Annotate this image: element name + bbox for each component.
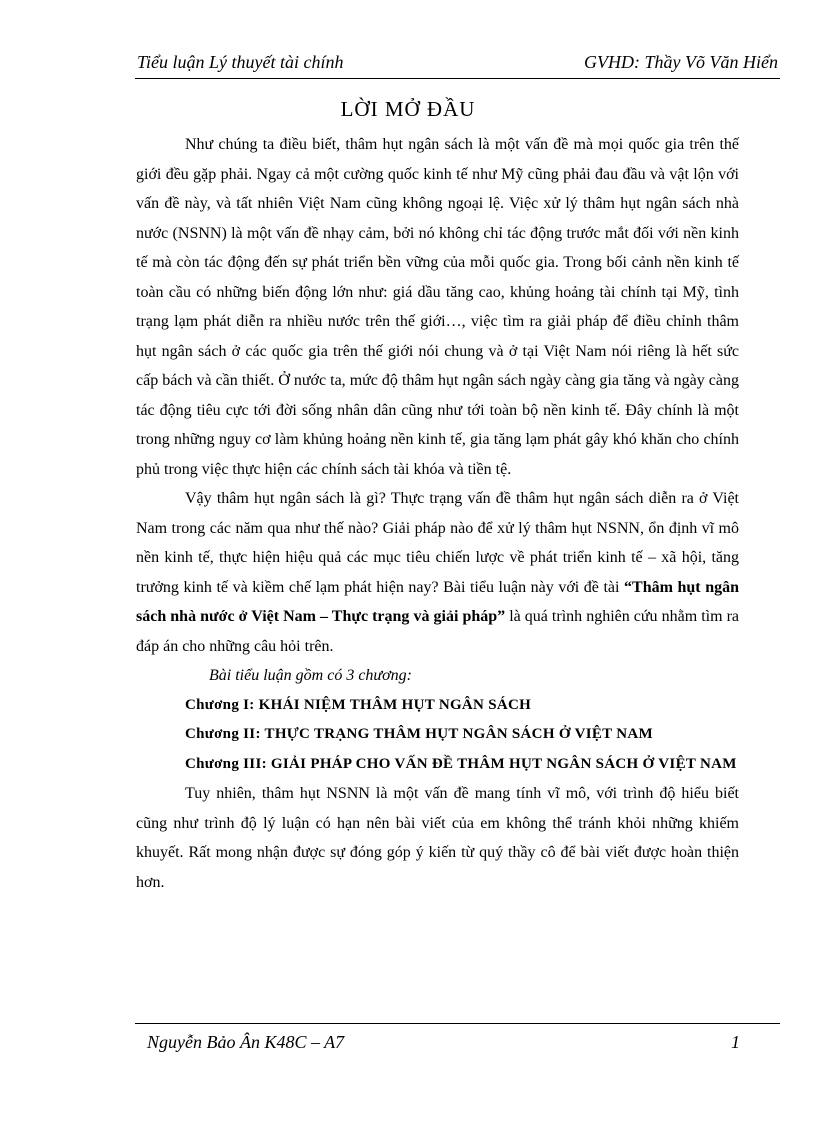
topic-title: “Thâm hụt ngân sách nhà nước ở Việt Nam – Thực trạng và giải pháp” <box>136 578 740 625</box>
footer-author: Nguyễn Bảo Ân K48C – A7 <box>147 1032 345 1052</box>
chapters-intro: Bài tiểu luận gồm có 3 chương: <box>209 667 413 684</box>
page-number: 1 <box>731 1032 740 1052</box>
paragraph-questions-text: Vậy thâm hụt ngân sách là gì? Thực trạng vấn đề thâm hụt ngân sách diễn ra ở Việt Nam trong các năm qua như thế nào? Giải pháp nào để xử lý thâm hụt NSNN, ổn định vĩ mô nền kinh tế, thực hiện hiệu quả các mục tiêu chiến lược về phát triển kinh tế – xã hội, tăng trưởng kinh tế và kiềm chế lạm phát hiện nay? Bài tiểu luận này với đề tài <box>136 490 739 596</box>
header-course-title: Tiểu luận Lý thuyết tài chính <box>137 52 344 72</box>
page-title: LỜI MỞ ĐẦU <box>340 97 476 121</box>
paragraph-questions-tail: là quá trình nghiên cứu nhằm tìm ra đáp án cho những câu hỏi trên. <box>136 608 740 655</box>
paragraph-questions <box>136 484 739 661</box>
page-header <box>135 50 780 79</box>
chapter-1: Chương I: KHÁI NIỆM THÂM HỤT NGÂN SÁCH <box>185 696 532 713</box>
paragraph-intro: Như chúng ta điều biết, thâm hụt ngân sách là một vấn đề mà mọi quốc gia trên thế giới đều gặp phải. Ngay cả một cường quốc kinh tế như Mỹ cũng phải đau đầu và vật lộn với vấn đề này, và tất nhiên Việt Nam cũng không ngoại lệ. Việc xử lý thâm hụt ngân sách nhà nước (NSNN) là một vấn đề nhạy cảm, bởi nó không chỉ tác động trước mắt đối với nền kinh tế mà còn tác động đến sự phát triển bền vững của mỗi quốc gia. Trong bối cảnh nền kinh tế toàn cầu có những biến động lớn như: giá dầu tăng cao, khủng hoảng tài chính tại Mỹ, tình trạng lạm phát diễn ra nhiều nước trên thế giới…, việc tìm ra giải pháp để điều chỉnh thâm hụt ngân sách ở các quốc gia trên thế giới nói chung và ở tại Việt Nam nói riêng là hết sức cấp bách và cần thiết. Ở nước ta, mức độ thâm hụt ngân sách ngày càng gia tăng và ngày càng tác động tiêu cực tới đời sống nhân dân cũng như tới toàn bộ nền kinh tế. Đây chính là một trong những nguy cơ làm khủng hoảng nền kinh tế, gia tăng lạm phát gây khó khăn cho chính phủ trong việc thực hiện các chính sách tài khóa và tiền tệ. <box>136 136 739 478</box>
chapter-2: Chương II: THỰC TRẠNG THÂM HỤT NGÂN SÁCH Ở VIỆT NAM <box>185 726 653 742</box>
page-footer <box>135 1023 780 1056</box>
chapter-3: Chương III: GIẢI PHÁP CHO VẤN ĐỀ THÂM HỤT NGÂN SÁCH Ở VIỆT NAM <box>185 755 737 772</box>
header-instructor: GVHD: Thầy Võ Văn Hiển <box>584 52 778 72</box>
document-body <box>136 130 739 897</box>
paragraph-closing: Tuy nhiên, thâm hụt NSNN là một vấn đề mang tính vĩ mô, với trình độ hiểu biết cũng như trình độ lý luận có hạn nên bài viết của em không thể tránh khỏi những khiếm khuyết. Rất mong nhận được sự đóng góp ý kiến từ quý thầy cô để bài viết được hoàn thiện hơn. <box>136 785 739 891</box>
